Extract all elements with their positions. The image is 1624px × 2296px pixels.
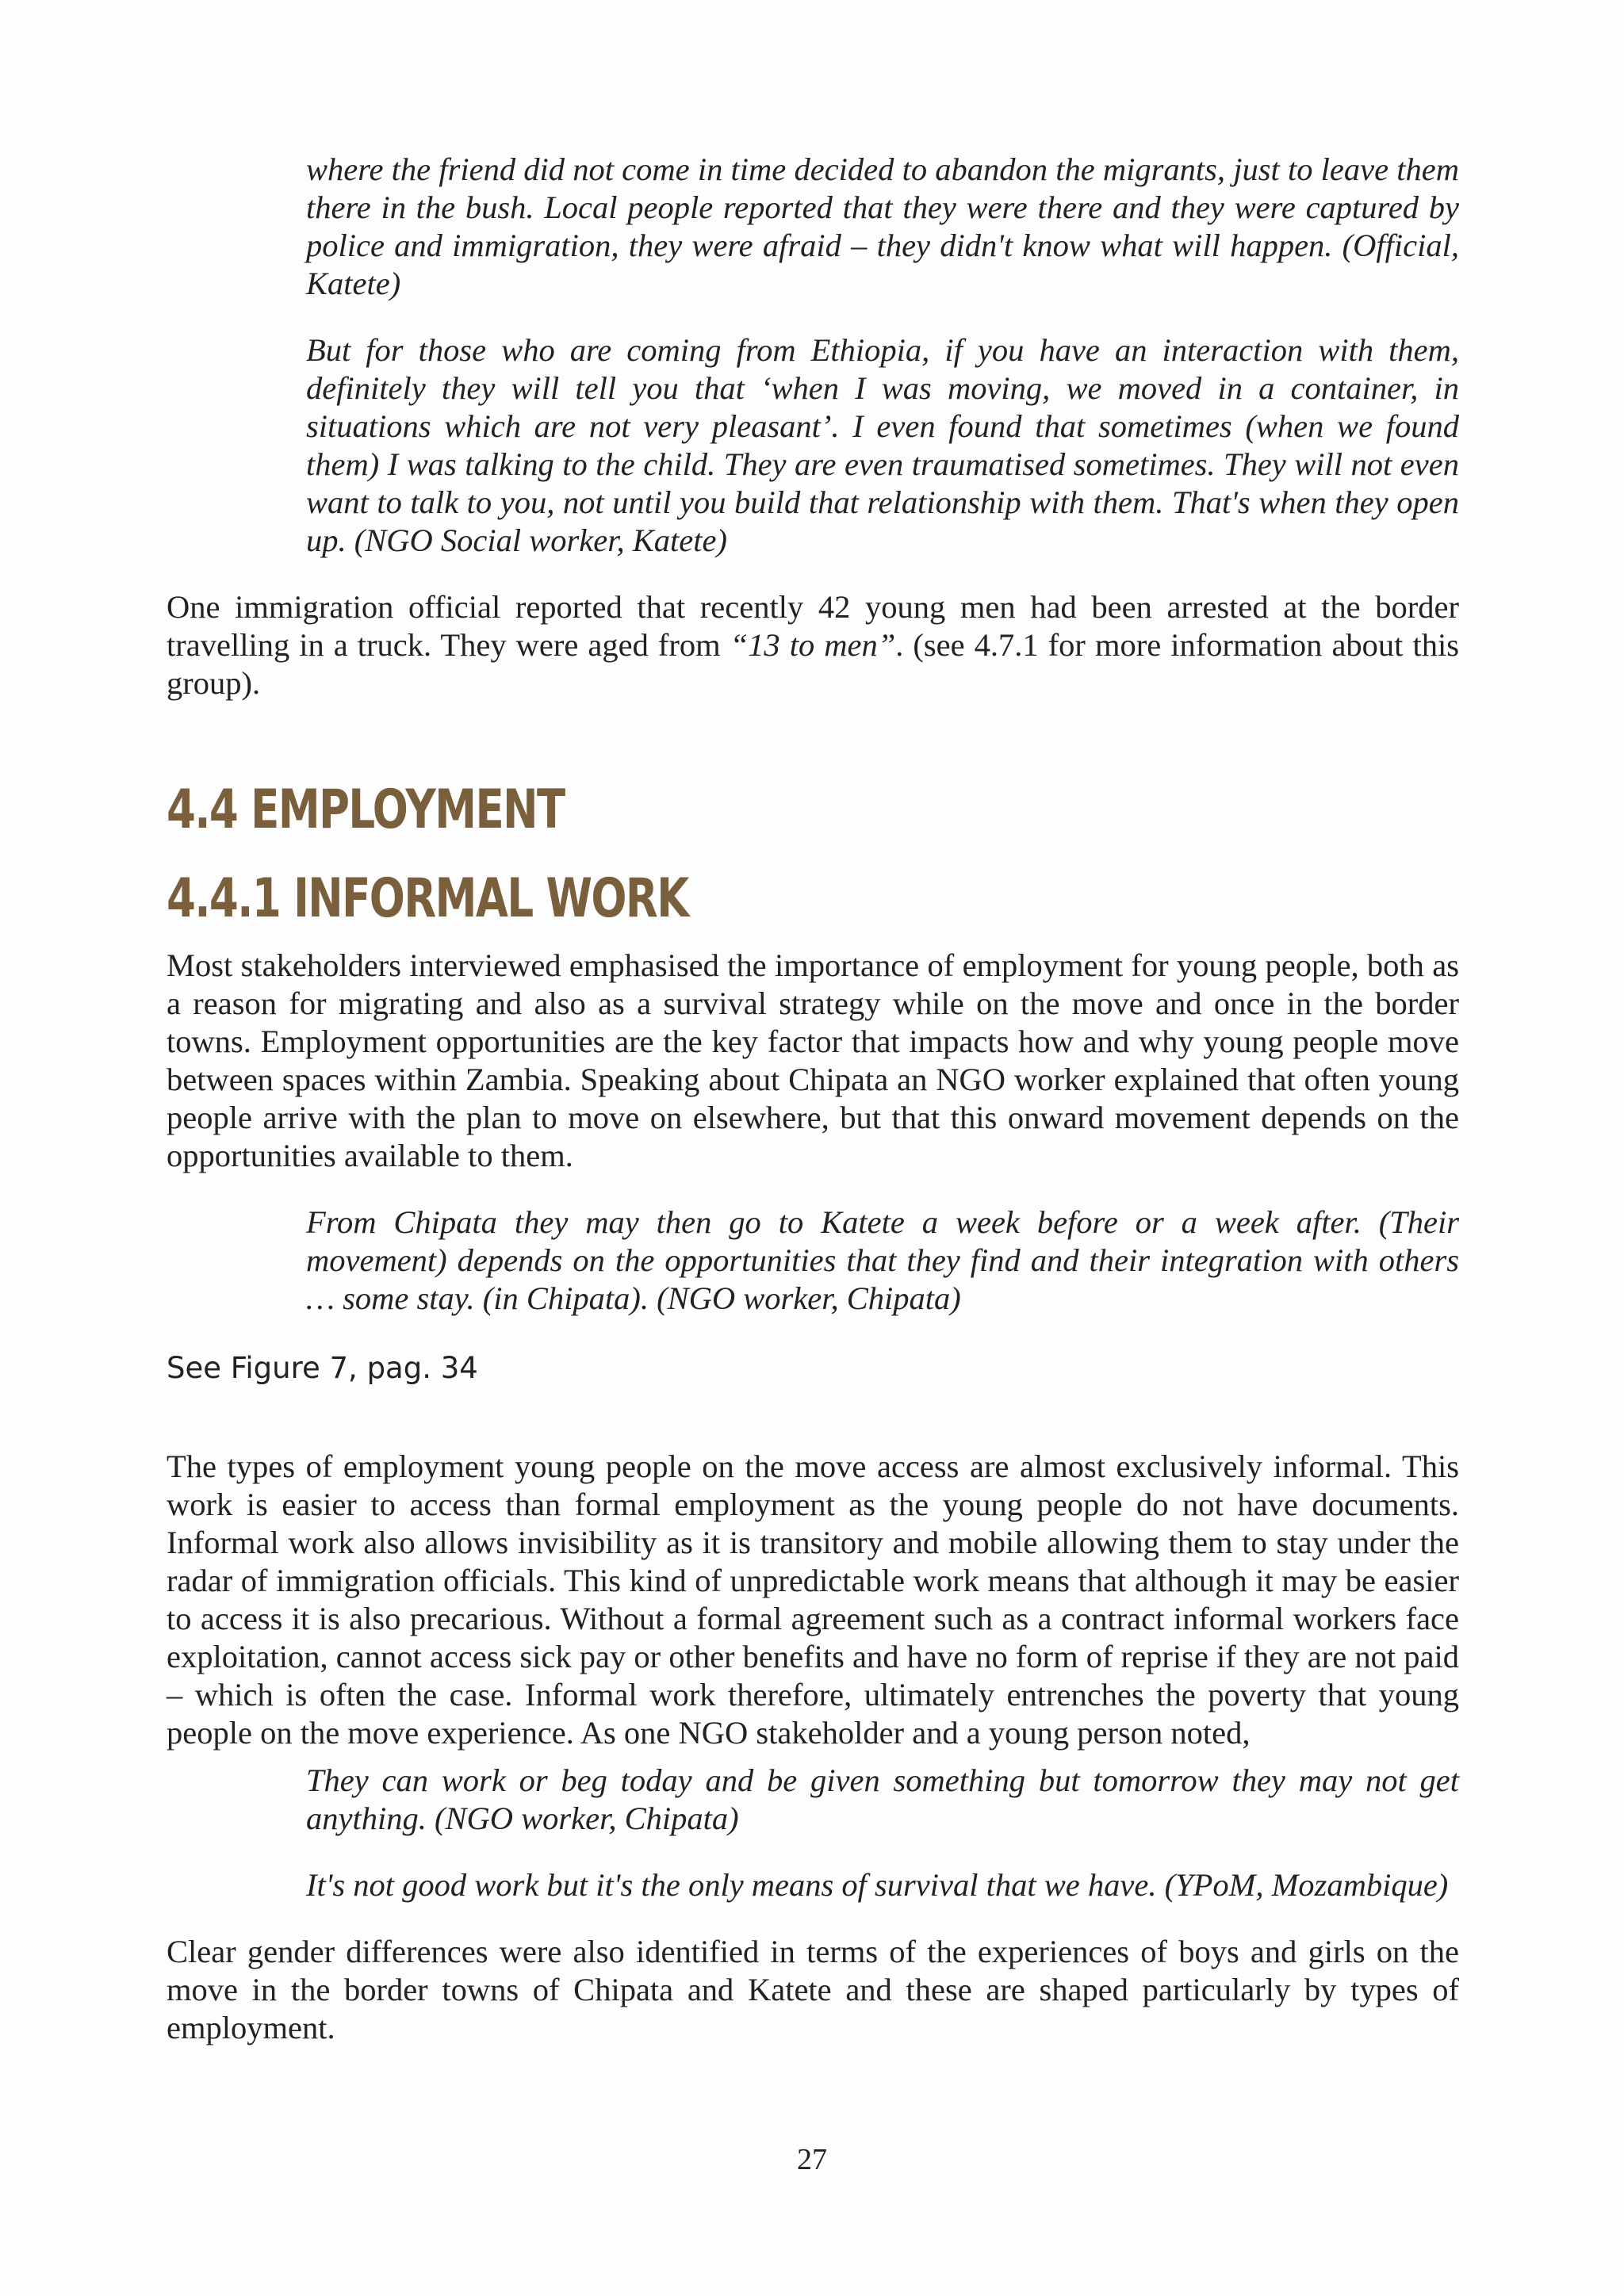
page-number: 27 [797, 2143, 827, 2176]
quote-ngo-social-worker-katete: But for those who are coming from Ethiopia, if you have an interaction with them, definitely they will tell you that ‘when I was moving, we moved in a container, in situations which are not very pleasant’. I even found that sometimes (when we found them) I was talking to the child. They are even traumatised sometimes. They will not even want to talk to you, not until you build that relationship with them. That's when they open up. (NGO Social worker, Katete) [306, 332, 1459, 558]
quote-ypom-mozambique: It's not good work but it's the only means of survival that we have. (YPoM, Mozambique) [306, 1867, 1449, 1903]
section-heading-informal-work: 4.4.1 INFORMAL WORK [167, 867, 688, 930]
section-heading-employment: 4.4 EMPLOYMENT [167, 779, 565, 841]
paragraph-gender-differences: Clear gender differences were also identified in terms of the experiences of boys and girls on the move in the border towns of Chipata and Katete and these are shaped particularly by types of employment. [167, 1934, 1459, 2045]
paragraph-employment-types: The types of employment young people on the move access are almost exclusively informal. This work is easier to access than formal employment as the young people do not have documents. Informal work also allows invisibility as it is transitory and mobile allowing them to stay under the radar of immigration officials. This kind of unpredictable work means that although it may be easier to access it is also precarious. Without a formal agreement such as a contract informal workers face exploitation, cannot access sick pay or other benefits and have no form of reprise if they are not paid – which is often the case. Informal work therefore, ultimately entrenches the poverty that young people on the move experience. As one NGO stakeholder and a young person noted, [167, 1448, 1459, 1751]
figure-reference: See Figure 7, pag. 34 [167, 1351, 478, 1385]
page-content [167, 151, 1459, 2047]
paragraph-immigration-text-start: One immigration official reported that recently 42 young men had been arrested at the border travelling in a truck. They were aged from [167, 589, 1459, 663]
quote-ngo-worker-chipata-beg: They can work or beg today and be given something but tomorrow they may not get anything. (NGO worker, Chipata) [306, 1762, 1459, 1836]
paragraph-immigration-arrests [167, 588, 1459, 702]
quote-ngo-worker-chipata-movement: From Chipata they may then go to Katete a week before or a week after. (Their movement) depends on the opportunities that they find and their integration with others … some stay. (in Chipata). (NGO worker, Chipata) [306, 1204, 1459, 1316]
paragraph-informal-intro: Most stakeholders interviewed emphasised the importance of employment for young people, both as a reason for migrating and also as a survival strategy while on the move and once in the border towns. Employment opportunities are the key factor that impacts how and why young people move between spaces within Zambia. Speaking about Chipata an NGO worker explained that often young people arrive with the plan to move on elsewhere, but that this onward movement depends on the opportunities available to them. [167, 947, 1459, 1173]
paragraph-immigration-quote: “13 to men” [730, 627, 896, 663]
quote-official-katete: where the friend did not come in time decided to abandon the migrants, just to leave them there in the bush. Local people reported that they were there and they were captured by police and immigration, they were afraid – they didn't know what will happen. (Official, Katete) [306, 151, 1459, 301]
paragraph-immigration-text-end: . (see 4.7.1 for more information about this group). [167, 627, 1459, 701]
